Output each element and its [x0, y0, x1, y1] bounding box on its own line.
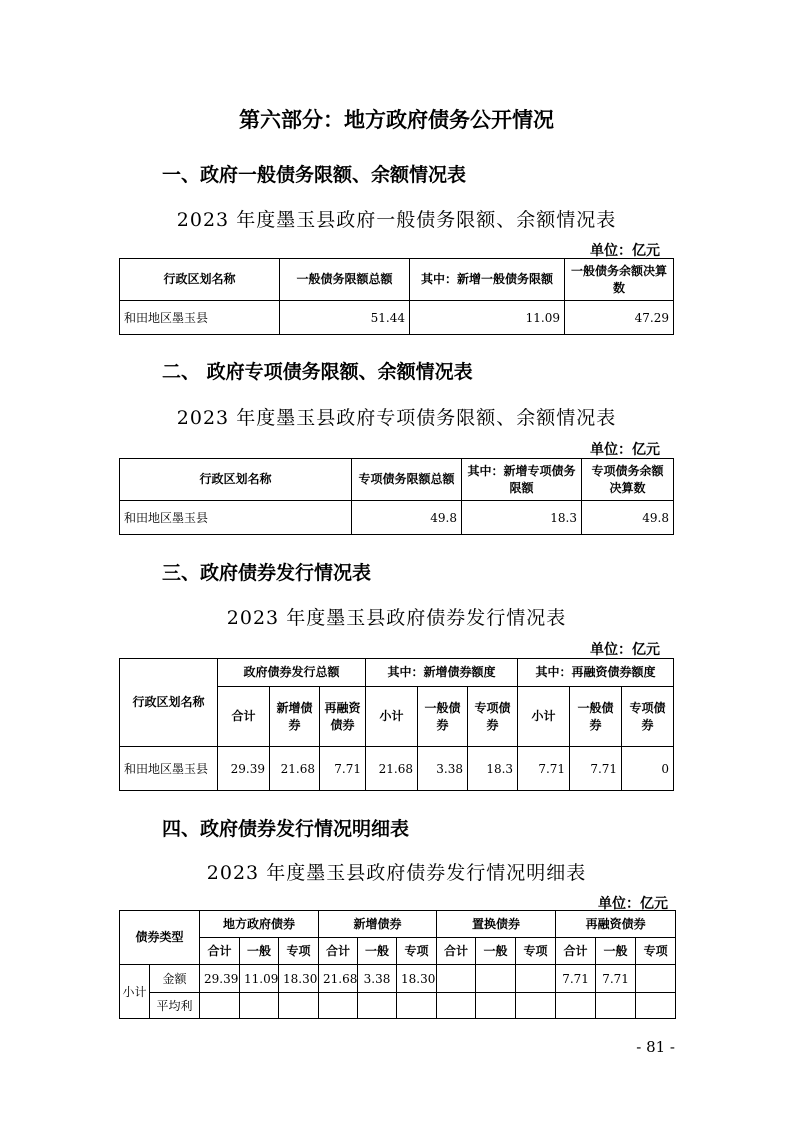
table-row [120, 301, 674, 335]
subheader-cell: 专项债券 [468, 687, 518, 747]
section-1-heading: 一、政府一般债务限额、余额情况表 [162, 164, 467, 186]
value-cell [596, 993, 636, 1019]
value-cell [476, 965, 516, 993]
table-header-row [120, 659, 674, 687]
subheader-cell: 新增债券 [270, 687, 320, 747]
value-cell [397, 993, 437, 1019]
subheader-cell: 专项 [397, 938, 437, 965]
value-cell [358, 993, 397, 1019]
value-cell: 47.29 [565, 301, 674, 335]
subheader-cell: 合计 [218, 687, 270, 747]
value-cell: 7.71 [596, 965, 636, 993]
value-cell [279, 993, 319, 1019]
row-label-cell: 平均利 [150, 993, 200, 1019]
header-cell: 一般债务限额总额 [280, 259, 410, 301]
value-cell: 7.71 [556, 965, 596, 993]
value-cell [476, 993, 516, 1019]
value-cell: 21.68 [319, 965, 358, 993]
value-cell: 29.39 [218, 747, 270, 791]
section-2-heading: 二、 政府专项债务限额、余额情况表 [162, 361, 473, 383]
subheader-cell: 专项 [279, 938, 319, 965]
header-cell: 行政区划名称 [120, 659, 218, 747]
subheader-cell: 专项 [516, 938, 556, 965]
value-cell: 7.71 [518, 747, 570, 791]
header-cell: 债券类型 [120, 911, 200, 965]
section-3-heading: 三、政府债券发行情况表 [162, 562, 372, 584]
page-title: 第六部分：地方政府债务公开情况 [239, 108, 554, 132]
header-cell: 其中：新增一般债务限额 [410, 259, 565, 301]
subheader-cell: 一般 [240, 938, 279, 965]
value-cell: 11.09 [410, 301, 565, 335]
group-header: 再融资债券 [556, 911, 676, 938]
table-row [120, 501, 674, 535]
section-1-subtitle: 2023 年度墨玉县政府一般债务限额、余额情况表 [176, 209, 617, 231]
bond-detail-table [119, 910, 676, 1019]
section-3-subtitle: 2023 年度墨玉县政府债券发行情况表 [226, 607, 567, 629]
region-cell: 和田地区墨玉县 [120, 301, 280, 335]
header-cell: 行政区划名称 [120, 459, 352, 501]
value-cell: 51.44 [280, 301, 410, 335]
group-header: 地方政府债券 [200, 911, 319, 938]
value-cell: 18.3 [462, 501, 582, 535]
group-header: 新增债券 [319, 911, 437, 938]
header-cell: 行政区划名称 [120, 259, 280, 301]
general-debt-table [119, 258, 674, 335]
table-subheader-row [120, 938, 676, 965]
value-cell: 18.30 [397, 965, 437, 993]
header-cell: 专项债务余额决算数 [582, 459, 674, 501]
group-header: 政府债券发行总额 [218, 659, 366, 687]
header-cell: 其中：新增专项债务限额 [462, 459, 582, 501]
page-number: - 81 - [636, 1038, 675, 1056]
value-cell: 0 [622, 747, 674, 791]
row-label-cell: 金额 [150, 965, 200, 993]
section-1-unit: 单位：亿元 [590, 243, 660, 259]
section-4-subtitle: 2023 年度墨玉县政府债券发行情况明细表 [206, 862, 587, 884]
value-cell: 21.68 [366, 747, 418, 791]
subheader-cell: 合计 [200, 938, 240, 965]
value-cell: 3.38 [358, 965, 397, 993]
value-cell: 7.71 [570, 747, 622, 791]
header-cell: 一般债务余额决算数 [565, 259, 674, 301]
value-cell [516, 993, 556, 1019]
table-row [120, 747, 674, 791]
value-cell: 7.71 [320, 747, 366, 791]
group-header: 其中：再融资债券额度 [518, 659, 674, 687]
subheader-cell: 一般债券 [418, 687, 468, 747]
subheader-cell: 一般 [476, 938, 516, 965]
subheader-cell: 一般债券 [570, 687, 622, 747]
subheader-cell: 一般 [358, 938, 397, 965]
value-cell: 21.68 [270, 747, 320, 791]
subheader-cell: 专项 [636, 938, 676, 965]
section-4-heading: 四、政府债券发行情况明细表 [162, 818, 410, 840]
value-cell [240, 993, 279, 1019]
section-2-unit: 单位：亿元 [590, 442, 660, 458]
value-cell [319, 993, 358, 1019]
value-cell [516, 965, 556, 993]
value-cell [437, 993, 476, 1019]
value-cell [200, 993, 240, 1019]
subheader-cell: 专项债券 [622, 687, 674, 747]
table-row [120, 993, 676, 1019]
subheader-cell: 一般 [596, 938, 636, 965]
row-group-cell: 小计 [120, 965, 150, 1019]
value-cell: 49.8 [582, 501, 674, 535]
value-cell: 3.38 [418, 747, 468, 791]
subheader-cell: 小计 [518, 687, 570, 747]
group-header: 其中：新增债券额度 [366, 659, 518, 687]
subheader-cell: 再融资债券 [320, 687, 366, 747]
value-cell [437, 965, 476, 993]
region-cell: 和田地区墨玉县 [120, 747, 218, 791]
value-cell: 18.30 [279, 965, 319, 993]
table-row [120, 965, 676, 993]
value-cell: 11.09 [240, 965, 279, 993]
region-cell: 和田地区墨玉县 [120, 501, 352, 535]
table-header-row [120, 459, 674, 501]
subheader-cell: 合计 [437, 938, 476, 965]
bond-issuance-table [119, 658, 674, 791]
value-cell [636, 993, 676, 1019]
subheader-cell: 合计 [556, 938, 596, 965]
header-cell: 专项债务限额总额 [352, 459, 462, 501]
special-debt-table [119, 458, 674, 535]
group-header: 置换债券 [437, 911, 556, 938]
value-cell: 18.3 [468, 747, 518, 791]
subheader-cell: 小计 [366, 687, 418, 747]
table-header-row [120, 911, 676, 938]
subheader-cell: 合计 [319, 938, 358, 965]
section-3-unit: 单位：亿元 [590, 642, 660, 658]
value-cell: 29.39 [200, 965, 240, 993]
value-cell: 49.8 [352, 501, 462, 535]
value-cell [636, 965, 676, 993]
section-4-unit: 单位：亿元 [598, 896, 668, 912]
section-2-subtitle: 2023 年度墨玉县政府专项债务限额、余额情况表 [176, 407, 617, 429]
table-header-row [120, 259, 674, 301]
value-cell [556, 993, 596, 1019]
